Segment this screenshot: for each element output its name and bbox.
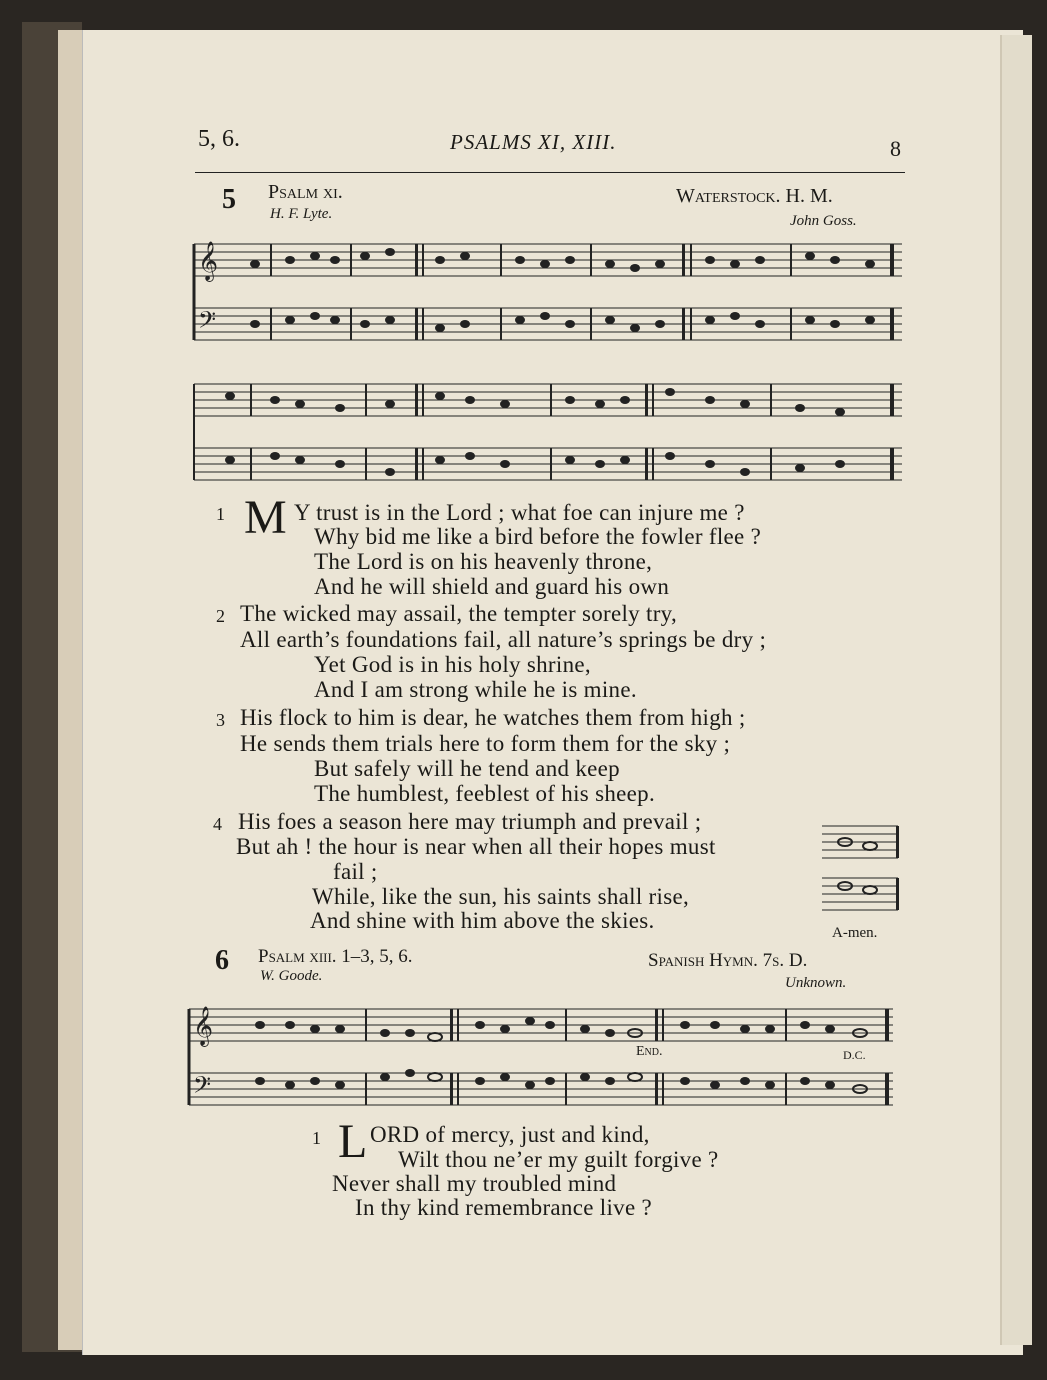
- hymn-6-number: 6: [215, 945, 229, 976]
- verse-3-line-2: He sends them trials here to form them for the sky ;: [240, 731, 731, 756]
- svg-text:𝄞: 𝄞: [193, 1006, 214, 1046]
- dc-mark: D.C.: [843, 1048, 866, 1062]
- page-number: 8: [890, 136, 901, 161]
- treble-staff: [194, 244, 902, 276]
- hymn-6-composer: Unknown.: [785, 975, 847, 991]
- treble-staff: [194, 384, 902, 416]
- hymn-6-score: [185, 995, 900, 1110]
- verse-4-line-3: fail ;: [333, 859, 378, 884]
- hymn-6-verse-1-line-1: ORD of mercy, just and kind,: [370, 1122, 650, 1147]
- verse-1-line-3: The Lord is on his heavenly throne,: [314, 549, 653, 574]
- svg-text:𝄢: 𝄢: [198, 306, 217, 339]
- bass-staff: [194, 448, 902, 480]
- verse-2-number: 2: [216, 606, 225, 626]
- verse-3-line-1: His flock to him is dear, he watches them from high ;: [240, 705, 746, 730]
- verse-1-line-1: Y trust is in the Lord ; what foe can injure me ?: [294, 500, 745, 525]
- verse-3-line-3: But safely will he tend and keep: [314, 756, 620, 781]
- amen-label: A-men.: [832, 925, 878, 941]
- amen-score: [820, 818, 902, 918]
- next-page-edge: [1000, 35, 1032, 1345]
- verse-2-line-4: And I am strong while he is mine.: [314, 677, 637, 702]
- header-rule: [195, 172, 905, 173]
- verse-2-line-2: All earth’s foundations fail, all nature’s springs be dry ;: [240, 627, 767, 652]
- verse-4-line-5: And shine with him above the skies.: [310, 908, 655, 933]
- hymn-5-psalm: Psalm xi.: [268, 181, 343, 203]
- hymn-6-verse-1-number: 1: [312, 1128, 321, 1148]
- verse-1-drop-cap: M: [244, 491, 287, 544]
- hymn-6-verse-1-line-2: Wilt thou ne’er my guilt forgive ?: [398, 1147, 719, 1172]
- hymn-6-verse-1-line-4: In thy kind remembrance live ?: [355, 1195, 653, 1220]
- verse-1-line-2: Why bid me like a bird before the fowler flee ?: [314, 524, 762, 549]
- header-left: 5, 6.: [198, 126, 240, 152]
- hymn-5-score-system-2: [190, 370, 905, 485]
- bass-staff: [194, 308, 902, 340]
- hymn-5-number: 5: [222, 184, 236, 215]
- svg-text:𝄞: 𝄞: [198, 241, 219, 281]
- svg-text:𝄢: 𝄢: [193, 1071, 212, 1104]
- verse-2-line-3: Yet God is in his holy shrine,: [314, 652, 591, 677]
- verse-4-line-1: His foes a season here may triumph and prevail ;: [238, 809, 702, 834]
- verse-2-line-1: The wicked may assail, the tempter sorely try,: [240, 601, 678, 626]
- hymn-6-psalm: Psalm xiii. 1–3, 5, 6.: [258, 946, 413, 967]
- end-mark: End.: [636, 1044, 663, 1059]
- hymn-5-tune: Waterstock. H. M.: [676, 185, 833, 207]
- hymn-6-tune: Spanish Hymn. 7s. D.: [648, 950, 808, 971]
- hymn-5-score-system-1: [190, 230, 905, 345]
- verse-3-number: 3: [216, 710, 225, 730]
- hymn-6-author: W. Goode.: [260, 968, 323, 984]
- verse-1-number: 1: [216, 504, 225, 524]
- verse-1-line-4: And he will shield and guard his own: [314, 574, 670, 599]
- hymn-5-composer: John Goss.: [790, 213, 857, 229]
- hymn-5-author: H. F. Lyte.: [270, 206, 333, 222]
- hymn-6-verse-1-drop-cap: L: [338, 1115, 368, 1168]
- hymn-6-verse-1-line-3: Never shall my troubled mind: [332, 1171, 617, 1196]
- verse-3-line-4: The humblest, feeblest of his sheep.: [314, 781, 656, 806]
- verse-4-line-4: While, like the sun, his saints shall rise,: [312, 884, 690, 909]
- header-center: PSALMS XI, XIII.: [450, 130, 617, 154]
- verse-4-number: 4: [213, 814, 222, 834]
- verse-4-line-2: But ah ! the hour is near when all their hopes must: [236, 834, 716, 859]
